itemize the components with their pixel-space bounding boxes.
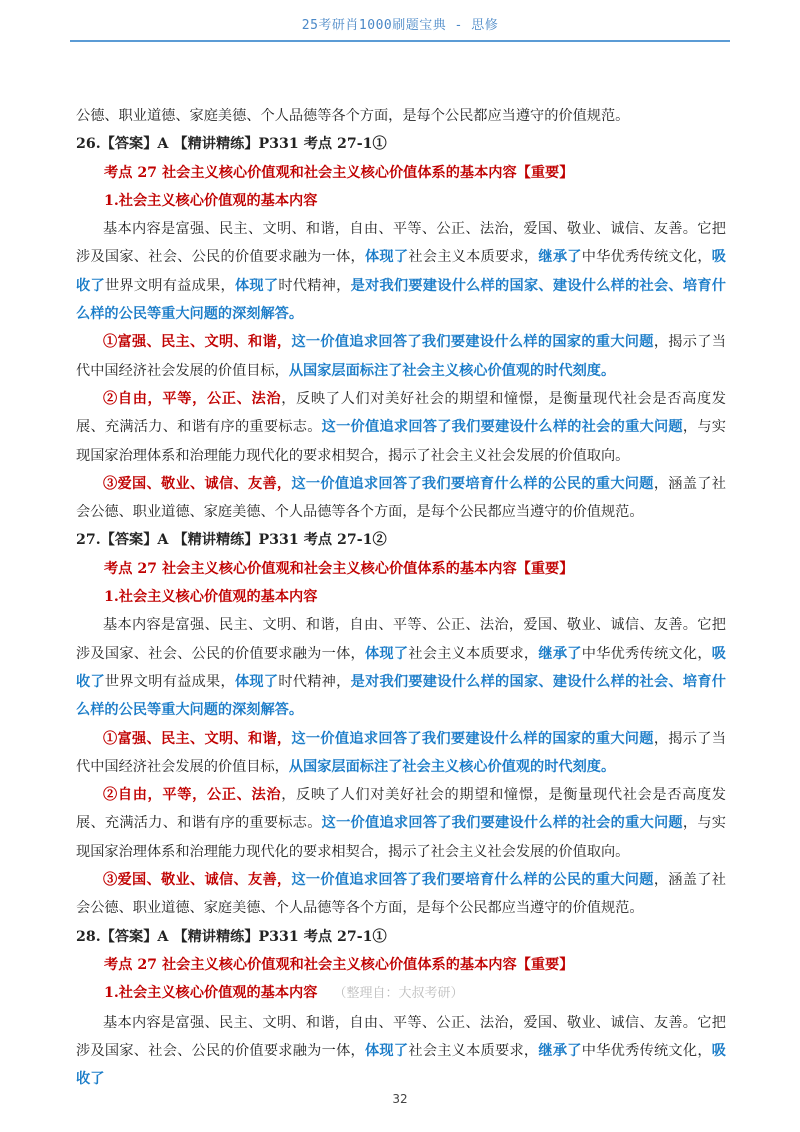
page-header: 25考研肖1000刷题宝典 - 思修 bbox=[301, 18, 499, 33]
highlight-run: 这一价值追求回答了我们要建设什么样的国家的重大问题 bbox=[291, 334, 654, 351]
highlight-run: 吸收了 bbox=[76, 249, 726, 294]
kp-title: 考点 27 社会主义核心价值观和社会主义核心价值体系的基本内容【重要】 bbox=[104, 956, 574, 973]
text-run: 时代精神， bbox=[278, 277, 351, 294]
highlight-run: 这一价值追求回答了我们要建设什么样的社会的重大问题 bbox=[321, 419, 683, 436]
red-run: ①富强、民主、文明、和谐， bbox=[103, 334, 292, 351]
text-run: ，涵盖了社会公德、职业道德、家庭美德、个人品德等各个方面，是每个公民都应当遵守的价值规范。 bbox=[76, 475, 726, 521]
national-level-paragraph bbox=[76, 725, 726, 782]
text-run: 世界文明有益成果， bbox=[104, 673, 235, 690]
text-run: 中华优秀传统文化， bbox=[581, 1042, 712, 1059]
citizen-level-paragraph bbox=[76, 470, 726, 527]
citizen-level-paragraph bbox=[76, 866, 726, 923]
text-run: 基本内容是富强、民主、文明、和谐，自由、平等、公正、法治，爱国、敬业、诚信、友善。它把涉及国家、社会、公民的价值要求融为一体， bbox=[76, 221, 726, 266]
highlight-run: 继承了 bbox=[538, 1042, 582, 1059]
text-run: 世界文明有益成果， bbox=[104, 277, 235, 294]
text-run: 基本内容是富强、民主、文明、和谐，自由、平等、公正、法治，爱国、敬业、诚信、友善。它把涉及国家、社会、公民的价值要求融为一体， bbox=[76, 617, 726, 662]
highlight-run: 这一价值追求回答了我们要培育什么样的公民的重大问题 bbox=[291, 475, 654, 492]
text-run: ，反映了人们对美好社会的期望和憧憬，是衡量现代社会是否高度发展、充满活力、和谐有序的重要标志。 bbox=[76, 390, 726, 436]
highlight-run: 这一价值追求回答了我们要建设什么样的社会的重大问题 bbox=[321, 815, 683, 832]
red-run: ①富强、民主、文明、和谐， bbox=[103, 730, 292, 747]
text-run: 社会主义本质要求， bbox=[408, 249, 539, 266]
highlight-run: 是对我们要建设什么样的国家、建设什么样的社会、培育什么样的公民等重大问题的深刻解答。 bbox=[76, 673, 726, 719]
text-run: ，揭示了当代中国经济社会发展的价值目标， bbox=[76, 334, 726, 379]
highlight-run: 体现了 bbox=[234, 673, 279, 690]
highlight-run: 从国家层面标注了社会主义核心价值观的时代刻度。 bbox=[288, 758, 616, 775]
kp-subtitle: 1.社会主义核心价值观的基本内容 bbox=[104, 589, 318, 606]
red-run: ③爱国、敬业、诚信、友善， bbox=[103, 872, 292, 889]
basic-content-paragraph bbox=[76, 215, 726, 328]
highlight-run: 体现了 bbox=[364, 645, 409, 662]
text-run: 基本内容是富强、民主、文明、和谐，自由、平等、公正、法治，爱国、敬业、诚信、友善。它把涉及国家、社会、公民的价值要求融为一体， bbox=[76, 1014, 726, 1059]
highlight-run: 体现了 bbox=[364, 249, 409, 266]
text-run: ，揭示了当代中国经济社会发展的价值目标， bbox=[76, 730, 726, 775]
highlight-run: 这一价值追求回答了我们要培育什么样的公民的重大问题 bbox=[291, 872, 654, 889]
text-run: ，与实现国家治理体系和治理能力现代化的要求相契合，揭示了社会主义社会发展的价值取向。 bbox=[76, 419, 726, 464]
page-number: 32 bbox=[392, 1092, 408, 1106]
basic-content-paragraph bbox=[76, 611, 726, 724]
social-level-paragraph bbox=[76, 385, 726, 470]
answer-heading-26: 26.【答案】A 【精讲精练】P331 考点 27-1① bbox=[76, 136, 387, 153]
kp-subtitle: 1.社会主义核心价值观的基本内容 bbox=[104, 192, 318, 209]
text-run: ，涵盖了社会公德、职业道德、家庭美德、个人品德等各个方面，是每个公民都应当遵守的价值规范。 bbox=[76, 872, 726, 917]
text-run: 中华优秀传统文化， bbox=[581, 249, 712, 266]
answer-heading-27: 27.【答案】A 【精讲精练】P331 考点 27-1② bbox=[76, 532, 387, 549]
kp-title: 考点 27 社会主义核心价值观和社会主义核心价值体系的基本内容【重要】 bbox=[104, 560, 574, 577]
highlight-run: 体现了 bbox=[234, 277, 279, 294]
red-run: ③爱国、敬业、诚信、友善， bbox=[103, 475, 292, 492]
answer-heading-28: 28.【答案】A 【精讲精练】P331 考点 27-1① bbox=[76, 928, 387, 945]
red-run: ②自由，平等，公正、法治 bbox=[103, 787, 282, 804]
subtitle-text: 1.社会主义核心价值观的基本内容 bbox=[104, 985, 318, 1002]
red-run: ②自由，平等，公正、法治 bbox=[103, 390, 282, 407]
text-run: ，反映了人们对美好社会的期望和憧憬，是衡量现代社会是否高度发展、充满活力、和谐有序的重要标志。 bbox=[76, 787, 726, 832]
intro-paragraph-tail: 公德、职业道德、家庭美德、个人品德等各个方面，是每个公民都应当遵守的价值规范。 bbox=[76, 108, 630, 124]
highlight-run: 从国家层面标注了社会主义核心价值观的时代刻度。 bbox=[288, 362, 616, 379]
highlight-run: 体现了 bbox=[364, 1042, 409, 1059]
highlight-run: 吸收了 bbox=[76, 645, 726, 690]
national-level-paragraph bbox=[76, 328, 726, 385]
kp-title: 考点 27 社会主义核心价值观和社会主义核心价值体系的基本内容【重要】 bbox=[104, 164, 574, 181]
highlight-run: 继承了 bbox=[538, 645, 582, 662]
social-level-paragraph bbox=[76, 781, 726, 866]
highlight-run: 这一价值追求回答了我们要建设什么样的国家的重大问题 bbox=[291, 730, 654, 747]
highlight-run: 吸收了 bbox=[76, 1042, 726, 1088]
text-run: ，与实现国家治理体系和治理能力现代化的要求相契合，揭示了社会主义社会发展的价值取向。 bbox=[76, 815, 726, 860]
highlight-run: 是对我们要建设什么样的国家、建设什么样的社会、培育什么样的公民等重大问题的深刻解答。 bbox=[76, 277, 726, 323]
text-run: 时代精神， bbox=[278, 673, 351, 690]
watermark-text: （整理自：大叔考研） bbox=[333, 986, 464, 1002]
highlight-run: 继承了 bbox=[538, 249, 582, 266]
header-divider bbox=[70, 40, 730, 42]
text-run: 中华优秀传统文化， bbox=[581, 645, 712, 662]
text-run: 社会主义本质要求， bbox=[408, 1042, 539, 1059]
text-run: 社会主义本质要求， bbox=[408, 645, 539, 662]
basic-content-paragraph bbox=[76, 1009, 726, 1094]
document-body bbox=[76, 102, 726, 1093]
kp-subtitle bbox=[76, 979, 726, 1008]
